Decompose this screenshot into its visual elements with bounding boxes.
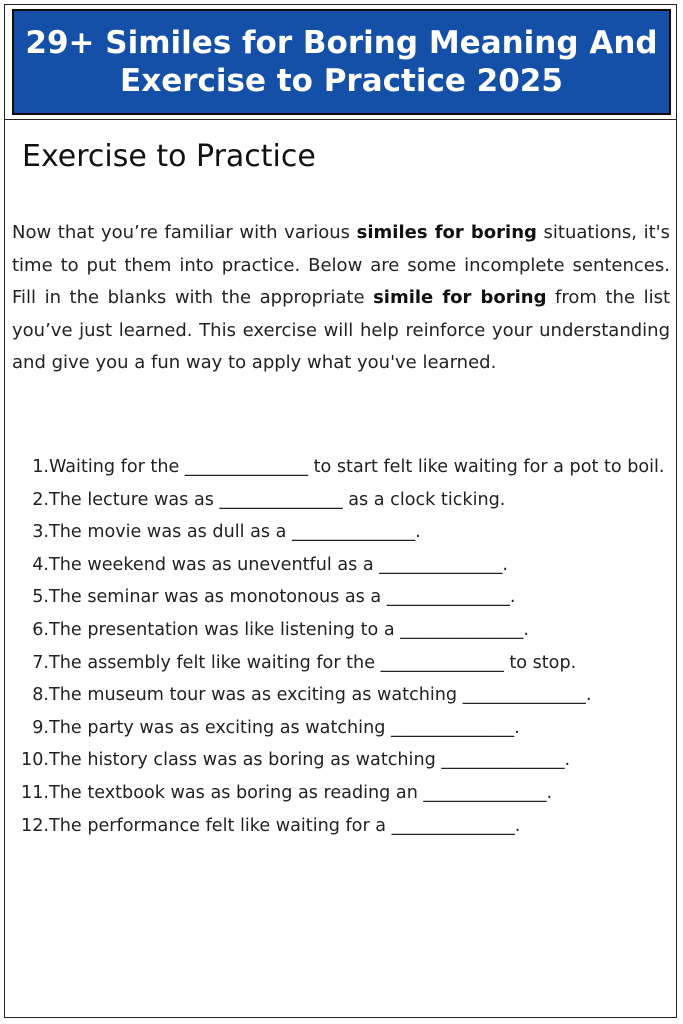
exercise-text: The movie was as dull as a ______________. <box>49 522 421 543</box>
intro-paragraph <box>12 217 670 380</box>
exercise-item <box>12 581 670 614</box>
intro-text-1: Now that you’re familiar with various <box>12 222 357 243</box>
exercise-item <box>12 744 670 777</box>
exercise-item <box>12 516 670 549</box>
exercise-number: 9. <box>32 717 49 738</box>
exercise-text: The seminar was as monotonous as a ______________. <box>49 587 516 608</box>
exercise-item <box>12 777 670 810</box>
exercise-number: 5. <box>32 587 49 608</box>
exercise-text: The presentation was like listening to a ______________. <box>49 619 529 640</box>
header-divider <box>5 119 676 120</box>
intro-text-2: situations, it's time to put them into practice. Below are some incomplete sentences. Fill in the blanks with the appropriate <box>12 222 670 309</box>
exercise-number: 3. <box>32 522 49 543</box>
exercise-number: 4. <box>32 554 49 575</box>
exercise-number: 1. <box>32 457 49 477</box>
intro-bold-2: simile for boring <box>373 287 547 309</box>
exercise-number: 10. <box>21 750 49 771</box>
exercise-item <box>12 614 670 647</box>
intro-bold-1: similes for boring <box>356 222 537 243</box>
exercise-item <box>12 810 670 843</box>
exercise-number: 11. <box>21 782 49 803</box>
exercise-text: The weekend was as uneventful as a ______________. <box>49 554 509 575</box>
exercise-text: The performance felt like waiting for a ______________. <box>49 815 521 836</box>
exercise-number: 12. <box>21 815 49 836</box>
exercise-item <box>12 549 670 582</box>
exercise-item <box>12 679 670 712</box>
exercise-text: The lecture was as ______________ as a clock ticking. <box>49 489 506 510</box>
exercise-text: Waiting for the ______________ to start felt like waiting for a pot to boil. <box>49 457 665 477</box>
exercise-list <box>12 451 670 842</box>
exercise-text: The party was as exciting as watching ______________. <box>49 717 520 738</box>
exercise-text: The history class was as boring as watching ______________. <box>49 750 571 771</box>
page-frame <box>4 4 677 1018</box>
page-title: 29+ Similes for Boring Meaning And Exercise to Practice 2025 <box>25 25 658 99</box>
exercise-number: 7. <box>32 652 49 673</box>
exercise-number: 2. <box>32 489 49 510</box>
exercise-text: The assembly felt like waiting for the ______________ to stop. <box>49 652 577 673</box>
exercise-item <box>12 647 670 680</box>
exercise-text: The museum tour was as exciting as watching ______________. <box>49 685 592 706</box>
exercise-item <box>12 712 670 745</box>
exercise-item <box>12 484 670 517</box>
section-heading: Exercise to Practice <box>22 139 316 174</box>
exercise-item <box>12 451 670 484</box>
title-banner <box>12 9 671 115</box>
exercise-number: 8. <box>32 685 49 706</box>
exercise-text: The textbook was as boring as reading an ______________. <box>49 782 553 803</box>
intro-text-3: from the list you’ve just learned. This exercise will help reinforce your understanding and give you a fun way to apply what you've learned. <box>12 287 671 374</box>
exercise-number: 6. <box>32 619 49 640</box>
